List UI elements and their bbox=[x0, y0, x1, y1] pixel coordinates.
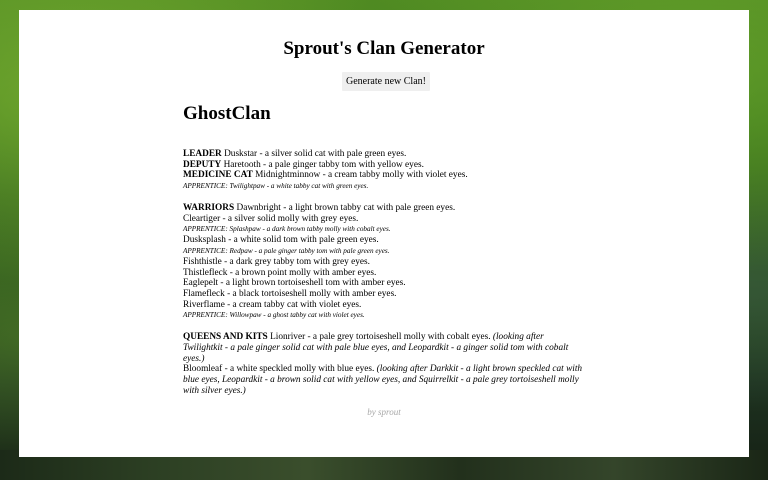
footer-credit: by sprout bbox=[367, 407, 401, 417]
medicine-cat-apprentice: APPRENTICE: Twilightpaw - a white tabby cat with green eyes. bbox=[183, 182, 369, 191]
warrior-apprentice: APPRENTICE: Splashpaw - a dark brown tabby molly with cobalt eyes. bbox=[183, 225, 391, 234]
warrior-entry bbox=[183, 203, 583, 214]
queen-kits: (looking after Twilightkit - a pale ginger solid cat with pale blue eyes, and Leopardkit - a ginger solid tom with cobalt eyes.) bbox=[183, 332, 569, 364]
queen-description: Bloomleaf - a white speckled molly with blue eyes. bbox=[183, 364, 375, 375]
leadership-section bbox=[183, 149, 583, 192]
deputy-entry bbox=[183, 160, 583, 171]
queen-entry bbox=[183, 364, 583, 396]
warrior-apprentice: APPRENTICE: Redpaw - a pale ginger tabby tom with pale green eyes. bbox=[183, 247, 390, 256]
queen-description: Lionriver - a pale grey tortoiseshell molly with cobalt eyes. bbox=[270, 332, 491, 343]
page-title: Sprout's Clan Generator bbox=[283, 38, 485, 59]
warrior-entry: Dusksplash - a white solid tom with pale green eyes. bbox=[183, 235, 379, 246]
generate-clan-button[interactable]: Generate new Clan! bbox=[342, 72, 430, 91]
warrior-entry: Eaglepelt - a light brown tortoiseshell tom with amber eyes. bbox=[183, 278, 406, 289]
clan-name: GhostClan bbox=[183, 103, 271, 124]
deputy-rank-label: DEPUTY bbox=[183, 159, 222, 170]
warrior-entry: Thistlefleck - a brown point molly with amber eyes. bbox=[183, 267, 377, 278]
clan-roster bbox=[183, 149, 583, 408]
leader-description: Duskstar - a silver solid cat with pale green eyes. bbox=[224, 149, 407, 159]
warrior-description: Dawnbright - a light brown tabby cat with pale green eyes. bbox=[236, 203, 456, 214]
leader-rank-label: LEADER bbox=[183, 149, 222, 159]
queen-entry bbox=[183, 332, 583, 364]
warriors-rank-label: WARRIORS bbox=[183, 203, 235, 214]
queens-section bbox=[183, 332, 583, 396]
medicine-cat-entry bbox=[183, 170, 583, 181]
main-panel bbox=[19, 10, 749, 457]
warrior-apprentice: APPRENTICE: Willowpaw - a ghost tabby cat with violet eyes. bbox=[183, 311, 365, 320]
warrior-entry: Fishthistle - a dark grey tabby tom with grey eyes. bbox=[183, 256, 370, 267]
warrior-entry: Cleartiger - a silver solid molly with grey eyes. bbox=[183, 213, 359, 224]
leader-entry bbox=[183, 149, 583, 160]
warriors-section bbox=[183, 203, 583, 321]
warrior-entry: Flamefleck - a black tortoiseshell molly with amber eyes. bbox=[183, 289, 397, 300]
queen-kits: (looking after Darkkit - a light brown speckled cat with blue eyes, Leopardkit - a brown solid cat with yellow eyes, and Squirrelkit - a pale grey tortoiseshell molly with silver eyes.) bbox=[183, 364, 583, 396]
warrior-entry: Riverflame - a cream tabby cat with violet eyes. bbox=[183, 299, 362, 310]
deputy-description: Haretooth - a pale ginger tabby tom with yellow eyes. bbox=[223, 159, 424, 170]
medicine-cat-description: Midnightminnow - a cream tabby molly with violet eyes. bbox=[255, 170, 468, 181]
medicine-cat-rank-label: MEDICINE CAT bbox=[183, 170, 253, 181]
queens-rank-label: QUEENS AND KITS bbox=[183, 332, 268, 343]
